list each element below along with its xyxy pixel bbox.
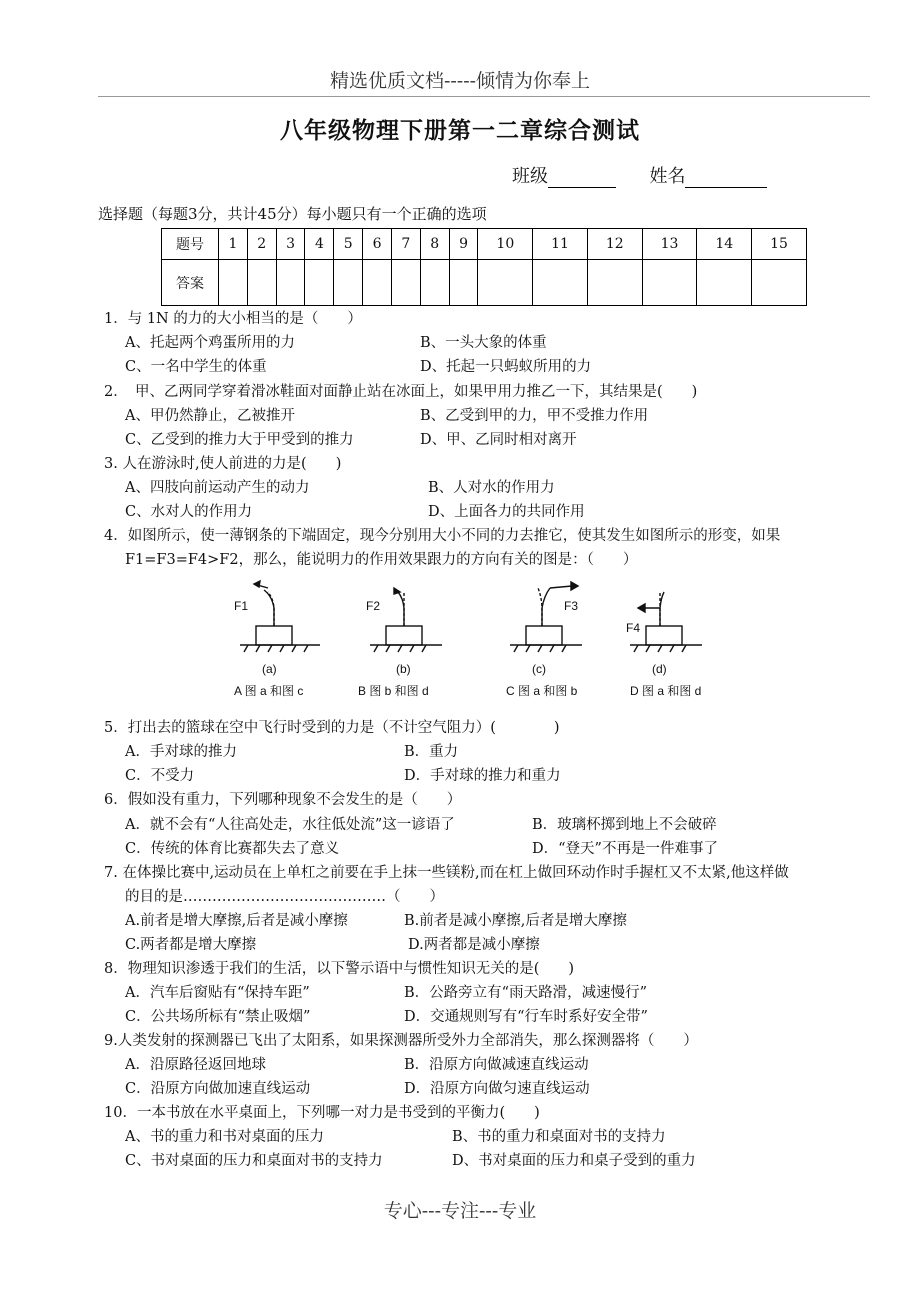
q8-option-b: B．公路旁立有“雨天路滑，减速慢行”	[404, 985, 647, 1001]
q5-option-c: C．不受力	[125, 768, 195, 784]
answer-cell[interactable]	[587, 260, 642, 306]
num-cell: 11	[533, 229, 588, 260]
section-intro: 选择题（每题3分，共计45分）每小题只有一个正确的选项	[98, 205, 487, 223]
q6-option-b: B．玻璃杯掷到地上不会破碎	[532, 817, 717, 833]
row-label-number: 题号	[162, 229, 219, 260]
q2-stem: 2． 甲、乙两同学穿着滑冰鞋面对面静止站在冰面上，如果甲用力推乙一下，其结果是( )	[104, 384, 698, 400]
q1-option-b: B、一头大象的体重	[420, 335, 547, 351]
q6-option-a: A．就不会有“人往高处走，水往低处流”这一谚语了	[125, 817, 455, 833]
row-label-answer: 答案	[162, 260, 219, 306]
q7-stem-line1: 7. 在体操比赛中,运动员在上单杠之前要在手上抹一些镁粉,而在杠上做回环动作时手握杠又不太紧,他这样做	[104, 865, 789, 881]
figure-option-a: A 图 a 和图 c	[234, 684, 304, 698]
answer-cell[interactable]	[697, 260, 752, 306]
bending-strip-figure	[220, 578, 740, 702]
name-blank[interactable]	[685, 167, 767, 188]
num-cell: 1	[219, 229, 248, 260]
num-cell: 5	[334, 229, 363, 260]
q8-option-d: D．交通规则写有“行车时系好安全带”	[404, 1009, 648, 1025]
num-cell: 13	[642, 229, 697, 260]
q1-option-d: D、托起一只蚂蚁所用的力	[420, 359, 592, 375]
class-blank[interactable]	[548, 167, 616, 188]
q1-option-a: A、托起两个鸡蛋所用的力	[125, 335, 295, 351]
q3-option-c: C、水对人的作用力	[125, 504, 253, 520]
answer-cell[interactable]	[533, 260, 588, 306]
q10-option-a: A、书的重力和书对桌面的压力	[125, 1129, 324, 1145]
q6-option-d: D．“登天”不再是一件难事了	[532, 841, 718, 857]
q9-option-d: D．沿原方向做匀速直线运动	[404, 1081, 590, 1097]
figure-c	[510, 582, 582, 652]
class-label: 班级	[512, 166, 548, 187]
force-label-f2: F2	[366, 599, 381, 613]
class-name-line	[512, 162, 767, 188]
q3-option-a: A、四肢向前运动产生的动力	[125, 480, 310, 496]
answer-cell[interactable]	[305, 260, 334, 306]
figure-label-c: (c)	[532, 662, 546, 676]
q10-option-c: C、书对桌面的压力和桌面对书的支持力	[125, 1153, 383, 1169]
num-cell: 9	[449, 229, 478, 260]
force-label-f1: F1	[234, 599, 249, 613]
figure-option-c: C 图 a 和图 b	[506, 684, 578, 698]
q9-option-b: B．沿原方向做减速直线运动	[404, 1057, 589, 1073]
answer-cell[interactable]	[247, 260, 276, 306]
num-cell: 2	[247, 229, 276, 260]
figure-d	[630, 592, 702, 652]
q1-option-c: C、一名中学生的体重	[125, 359, 267, 375]
q1-stem: 1．与 1N 的力的大小相当的是（ ）	[104, 311, 362, 327]
num-cell: 6	[363, 229, 392, 260]
answer-cell[interactable]	[752, 260, 807, 306]
figure-label-d: (d)	[652, 662, 667, 676]
num-cell: 8	[420, 229, 449, 260]
answer-table	[161, 228, 807, 306]
q5-option-b: B．重力	[404, 744, 459, 760]
force-label-f4: F4	[626, 621, 641, 635]
answer-cell[interactable]	[276, 260, 305, 306]
num-cell: 15	[752, 229, 807, 260]
answer-cell[interactable]	[478, 260, 533, 306]
num-cell: 7	[391, 229, 420, 260]
page-header: 精选优质文档-----倾情为你奉上	[329, 70, 591, 92]
figure-option-d: D 图 a 和图 d	[630, 684, 702, 698]
figure-label-a: (a)	[262, 662, 277, 676]
page-title: 八年级物理下册第一二章综合测试	[280, 117, 640, 144]
figure-option-b: B 图 b 和图 d	[358, 684, 429, 698]
q7-stem-line2: 的目的是……………………………………（ ）	[125, 889, 444, 905]
q6-stem: 6．假如没有重力，下列哪种现象不会发生的是（ ）	[104, 792, 462, 808]
figure-b	[370, 588, 442, 652]
figure-a	[240, 581, 320, 652]
q10-option-d: D、书对桌面的压力和桌子受到的重力	[452, 1153, 696, 1169]
force-label-f3: F3	[564, 599, 579, 613]
q10-option-b: B、书的重力和桌面对书的支持力	[452, 1129, 666, 1145]
q8-option-a: A．汽车后窗贴有“保持车距”	[125, 985, 310, 1001]
q2-option-d: D、甲、乙同时相对离开	[420, 432, 577, 448]
answer-cell[interactable]	[219, 260, 248, 306]
figure-label-b: (b)	[396, 662, 411, 676]
q7-option-a: A.前者是增大摩擦,后者是减小摩擦	[125, 913, 348, 929]
num-cell: 14	[697, 229, 752, 260]
q10-stem: 10．一本书放在水平桌面上，下列哪一对力是书受到的平衡力( )	[104, 1105, 540, 1121]
name-label: 姓名	[649, 166, 686, 187]
answer-cell[interactable]	[391, 260, 420, 306]
q7-option-b: B.前者是减小摩擦,后者是增大摩擦	[404, 913, 627, 929]
header-divider	[98, 96, 870, 97]
q3-option-b: B、人对水的作用力	[428, 480, 555, 496]
num-cell: 10	[478, 229, 533, 260]
num-cell: 3	[276, 229, 305, 260]
q9-option-a: A．沿原路径返回地球	[125, 1057, 266, 1073]
q7-option-d: D.两者都是减小摩擦	[408, 937, 540, 953]
q6-option-c: C．传统的体育比赛都失去了意义	[125, 841, 340, 857]
q2-option-a: A、甲仍然静止，乙被推开	[125, 408, 295, 424]
answer-cell[interactable]	[334, 260, 363, 306]
q7-option-c: C.两者都是增大摩擦	[125, 937, 257, 953]
q3-option-d: D、上面各力的共同作用	[428, 504, 585, 520]
q5-stem: 5．打出去的篮球在空中飞行时受到的力是（不计空气阻力）( )	[104, 720, 560, 736]
num-cell: 4	[305, 229, 334, 260]
num-cell: 12	[587, 229, 642, 260]
answer-cell[interactable]	[420, 260, 449, 306]
answer-cell[interactable]	[642, 260, 697, 306]
q8-option-c: C．公共场所标有“禁止吸烟”	[125, 1009, 311, 1025]
q2-option-b: B、乙受到甲的力，甲不受推力作用	[420, 408, 649, 424]
q4-stem-line2: F1=F3=F4>F2，那么，能说明力的作用效果跟力的方向有关的图是：（ ）	[125, 552, 638, 568]
q9-stem: 9.人类发射的探测器已飞出了太阳系，如果探测器所受外力全部消失，那么探测器将（ ）	[104, 1033, 698, 1049]
page-footer: 专心---专注---专业	[383, 1200, 537, 1222]
q3-stem: 3. 人在游泳时,使人前进的力是( )	[104, 456, 342, 472]
answer-cell[interactable]	[449, 260, 478, 306]
q9-option-c: C．沿原方向做加速直线运动	[125, 1081, 311, 1097]
q5-option-d: D．手对球的推力和重力	[404, 768, 561, 784]
q8-stem: 8．物理知识渗透于我们的生活，以下警示语中与惯性知识无关的是( )	[104, 961, 575, 977]
answer-cell[interactable]	[363, 260, 392, 306]
answer-row	[162, 260, 807, 306]
question-number-row	[162, 229, 807, 260]
q4-stem-line1: 4．如图所示，使一薄钢条的下端固定，现今分别用大小不同的力去推它，使其发生如图所示的形变，如果	[104, 528, 781, 544]
q2-option-c: C、乙受到的推力大于甲受到的推力	[125, 432, 354, 448]
q5-option-a: A．手对球的推力	[125, 744, 237, 760]
